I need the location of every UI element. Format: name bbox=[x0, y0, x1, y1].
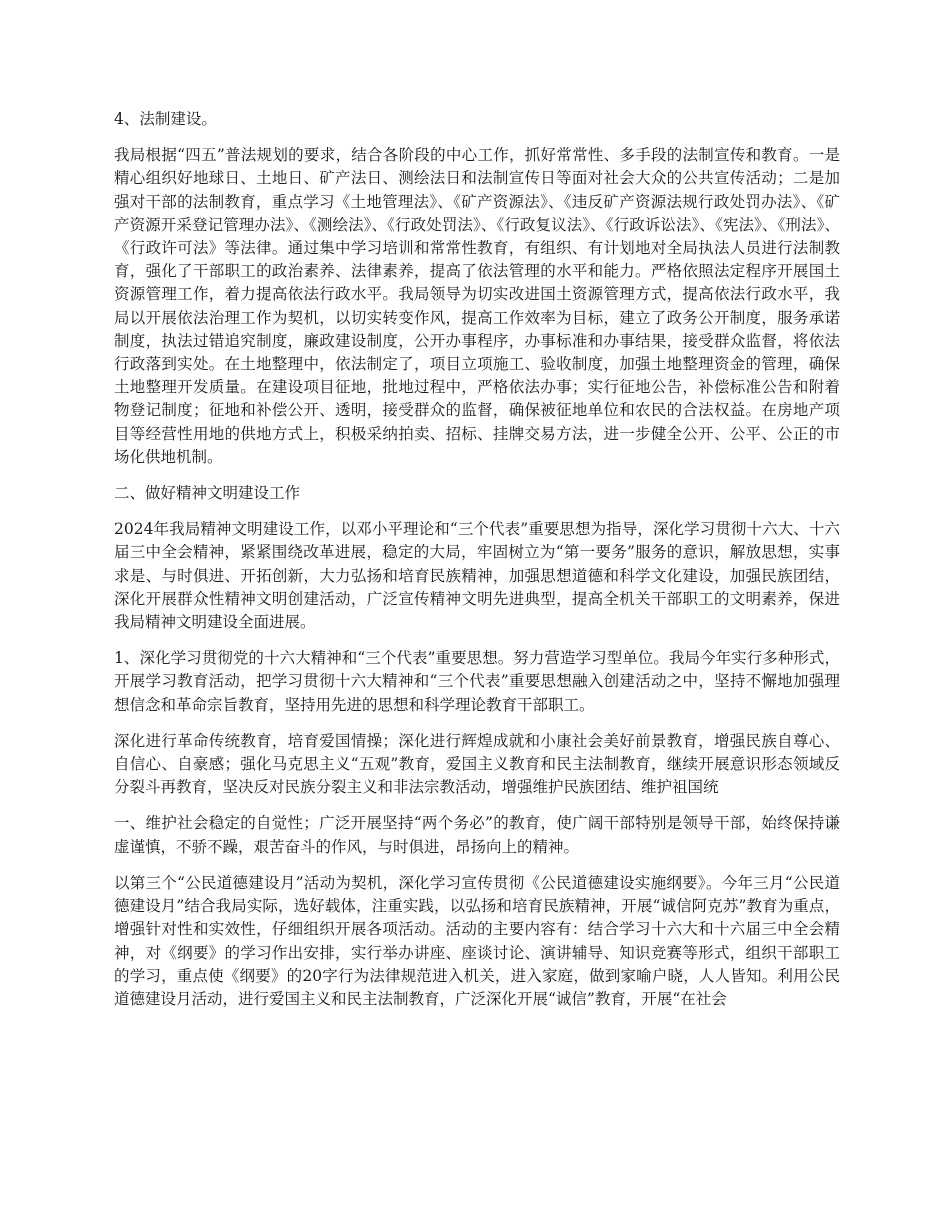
section-heading-spiritual-civilization: 二、做好精神文明建设工作 bbox=[114, 484, 301, 503]
paragraph-spiritual-civilization-overview: 2024年我局精神文明建设工作，以邓小平理论和“三个代表”重要思想为指导，深化学习贯彻十六大、十六届三中全会精神，紧紧围绕改革进展，稳定的大局，牢固树立为“第一要务”服务的意识，解放思想，实事求是、与时俱进、开拓创新，大力弘扬和培育民族精神，加强思想道德和科学文化建设，加强民族团结，深化开展群众性精神文明创建活动，广泛宣传精神文明先进典型，提高全机关干部职工的文明素养，保进我局精神文明建设全面进展。 bbox=[114, 520, 840, 632]
paragraph-civic-morality-month: 以第三个“公民道德建设月”活动为契机，深化学习宣传贯彻《公民道德建设实施纲要》。今年三月“公民道德建设月”结合我局实际，选好载体，注重实践，以弘扬和培育民族精神，开展“诚信阿克苏”教育为重点，增强针对性和实效性，仔细组织开展各项活动。活动的主要内容有：结合学习十六大和十六届三中全会精神，对《纲要》的学习作出安排，实行举办讲座、座谈讨论、演讲辅导、知识竞赛等形式，组织干部职工的学习，重点使《纲要》的20字行为法律规范进入机关，进入家庭，做到家喻户晓，人人皆知。利用公民道德建设月活动，进行爱国主义和民主法制教育，广泛深化开展“诚信”教育，开展“在社会 bbox=[114, 873, 840, 1008]
paragraph-social-stability: 一、维护社会稳定的自觉性；广泛开展坚持“两个务必”的教育，使广阔干部特别是领导干部，始终保持谦虚谨慎，不骄不躁，艰苦奋斗的作风，与时俱进，昂扬向上的精神。 bbox=[114, 814, 840, 856]
paragraph-study-sixteenth-congress: 1、深化学习贯彻党的十六大精神和“三个代表”重要思想。努力营造学习型单位。我局今年实行多种形式，开展学习教育活动，把学习贯彻十六大精神和“三个代表”重要思想融入创建活动之中，坚持不懈地加强理想信念和革命宗旨教育，坚持用先进的思想和科学理论教育干部职工。 bbox=[114, 649, 840, 714]
document-page bbox=[114, 108, 840, 1024]
section-heading-legal-construction: 4、法制建设。 bbox=[114, 110, 217, 128]
paragraph-revolutionary-tradition: 深化进行革命传统教育，培育爱国情操；深化进行辉煌成就和小康社会美好前景教育，增强民族自尊心、自信心、自豪感；强化马克思主义“五观”教育，爱国主义教育和民主法制教育，继续开展意识形态领域反分裂斗再教育，坚决反对民族分裂主义和非法宗教活动，增强维护民族团结、维护祖国统 bbox=[114, 731, 840, 797]
paragraph-legal-education: 我局根据“四五”普法规划的要求，结合各阶段的中心工作，抓好常常性、多手段的法制宣传和教育。一是精心组织好地球日、土地日、矿产法日、测绘法日和法制宣传日等面对社会大众的公共宣传活动；二是加强对干部的法制教育，重点学习《土地管理法》、《矿产资源法》、《违反矿产资源法规行政处罚办法》、《矿产资源开采登记管理办法》、《测绘法》、《行政处罚法》、《行政复议法》、《行政诉讼法》、《宪法》、《刑法》、《行政许可法》等法律。通过集中学习培训和常常性教育，有组织、有计划地对全局执法人员进行法制教育，强化了干部职工的政治素养、法律素养，提高了依法管理的水平和能力。严格依照法定程序开展国土资源管理工作，着力提高依法行政水平。我局领导为切实改进国土资源管理方式，提高依法行政水平，我局以开展依法治理工作为契机，以切实转变作风，提高工作效率为目标，建立了政务公开制度，服务承诺制度，执法过错追究制度，廉政建设制度，公开办事程序，办事标准和办事结果，接受群众监督，将依法行政落到实处。在土地整理中，依法制定了，项目立项施工、验收制度，加强土地整理资金的管理，确保土地整理开发质量。在建设项目征地，批地过程中，严格依法办事；实行征地公告，补偿标准公告和附着物登记制度；征地和补偿公开、透明，接受群众的监督，确保被征地单位和农民的合法权益。在房地产项目等经营性用地的供地方式上，积极采纳拍卖、招标、挂牌交易方法，进一步健全公开、公平、公正的市场化供地机制。 bbox=[114, 146, 840, 466]
